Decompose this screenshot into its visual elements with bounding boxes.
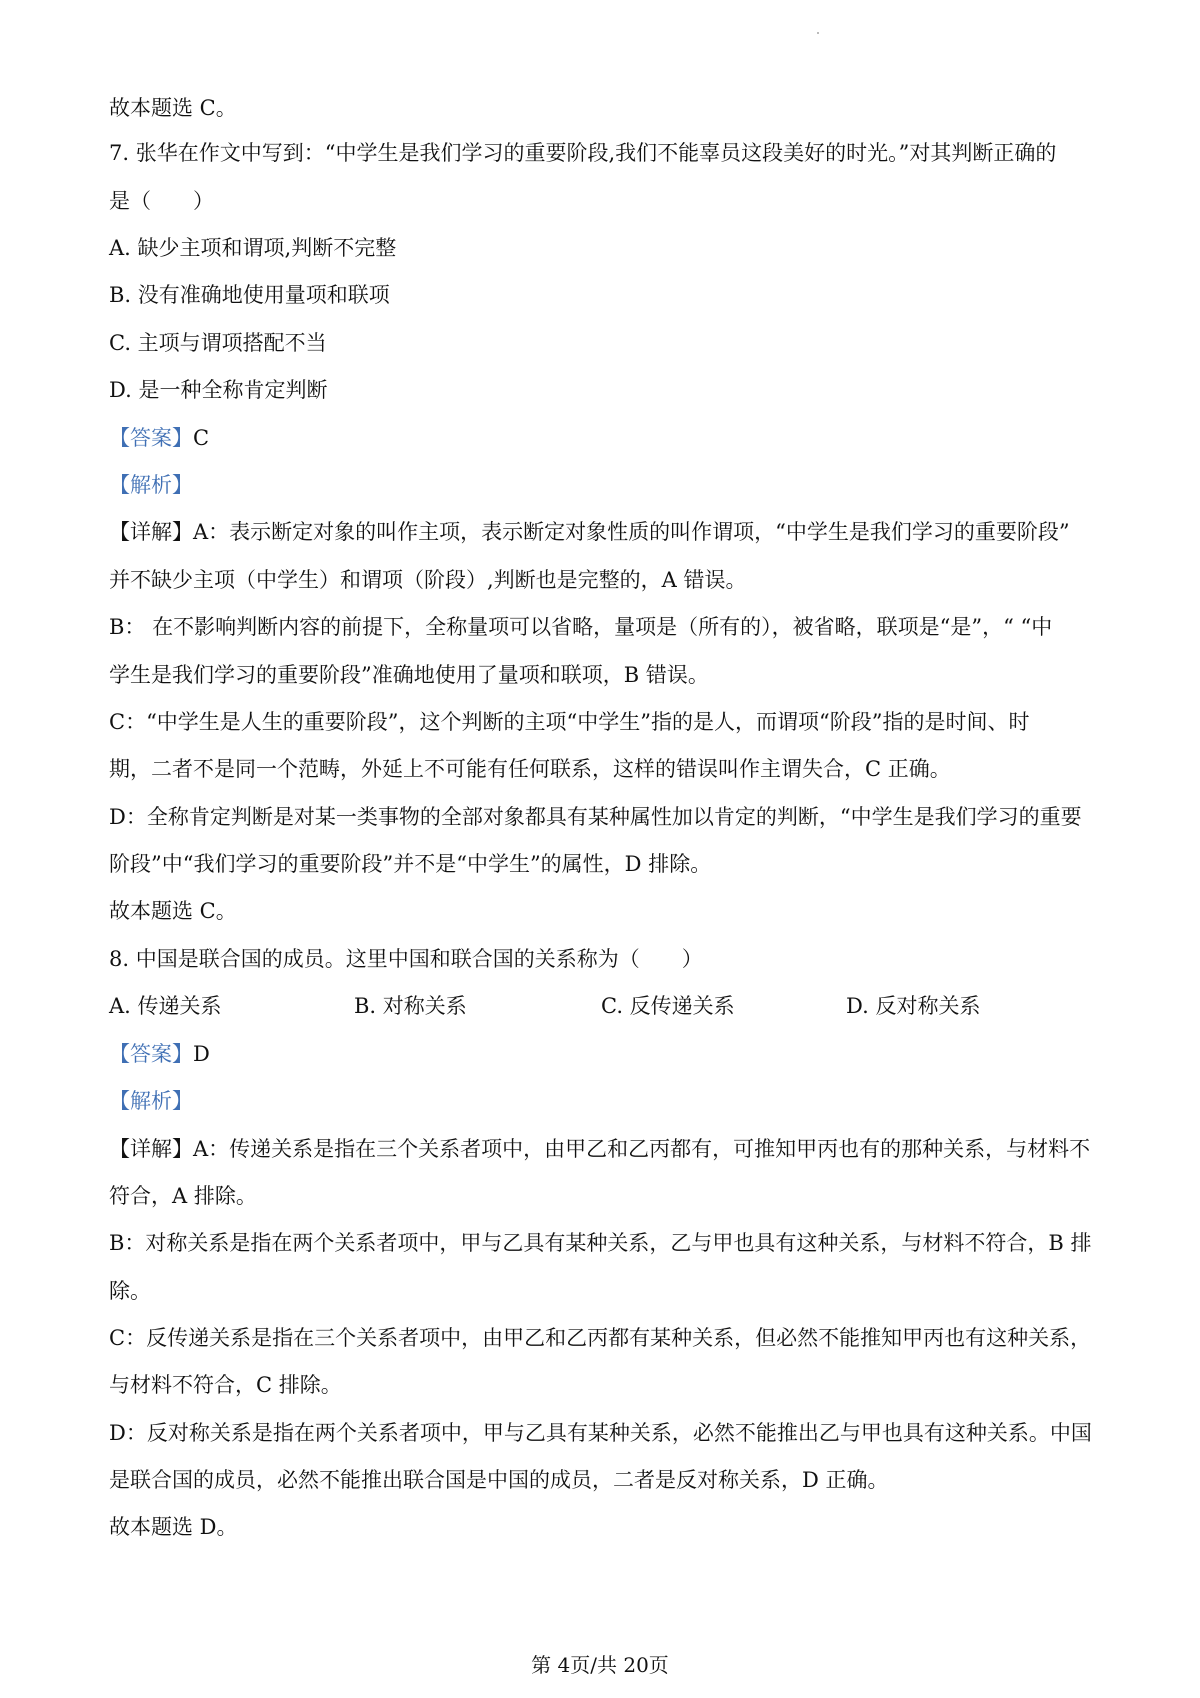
page-footer: 第 4页/共 20页: [531, 1653, 669, 1677]
q8-answer-value: D: [193, 1042, 210, 1066]
q8-option-b: B. 对称关系: [354, 994, 467, 1018]
q7-detail-line2: 并不缺少主项（中学生）和谓项（阶段）,判断也是完整的，A 错误。: [109, 568, 747, 592]
q7-detail-line8: 阶段”中“我们学习的重要阶段”并不是“中学生”的属性，D 排除。: [109, 852, 712, 876]
q7-option-d: D. 是一种全称肯定判断: [109, 378, 328, 402]
q7-title-line2: 是（ ）: [109, 189, 214, 213]
q7-answer-tag: 【答案】: [109, 426, 193, 450]
q7-detail-text1: A：表示断定对象的叫作主项，表示断定对象性质的叫作谓项，“中学生是我们学习的重要阶段”: [193, 520, 1070, 544]
q8-option-a: A. 传递关系: [109, 994, 222, 1018]
scan-speck: [817, 32, 819, 34]
q7-answer: [109, 424, 209, 452]
q8-options-row: [109, 992, 1009, 1020]
q8-option-d: D. 反对称关系: [846, 994, 981, 1018]
q7-detail-line6: 期，二者不是同一个范畴，外延上不可能有任何联系，这样的错误叫作主谓失合，C 正确。: [109, 757, 951, 781]
q8-analysis: [109, 1087, 193, 1115]
q8-detail-text1: A：传递关系是指在三个关系者项中，由甲乙和乙丙都有，可推知甲丙也有的那种关系，与材料不: [193, 1137, 1091, 1161]
q8-title: 8. 中国是联合国的成员。这里中国和联合国的关系称为（ ）: [109, 947, 703, 971]
q7-option-c: C. 主项与谓项搭配不当: [109, 331, 327, 355]
q7-option-b: B. 没有准确地使用量项和联项: [109, 283, 390, 307]
q7-option-a: A. 缺少主项和谓项,判断不完整: [109, 236, 397, 260]
q8-conclusion: 故本题选 D。: [109, 1515, 238, 1539]
q8-detail-line2: 符合，A 排除。: [109, 1184, 257, 1208]
q8-detail-tag: 【详解】: [109, 1137, 193, 1161]
q8-detail-line6: 与材料不符合，C 排除。: [109, 1373, 342, 1397]
q7-detail-tag: 【详解】: [109, 520, 193, 544]
q7-detail-line3: B： 在不影响判断内容的前提下，全称量项可以省略，量项是（所有的），被省略，联项是“是”，“ “中: [109, 615, 1053, 639]
q7-analysis-tag: 【解析】: [109, 473, 193, 497]
q7-detail-line7: D：全称肯定判断是对某一类事物的全部对象都具有某种属性加以肯定的判断，“中学生是我们学习的重要: [109, 805, 1082, 829]
q7-title-line1: 7. 张华在作文中写到：“中学生是我们学习的重要阶段,我们不能辜员这段美好的时光。”对其判断正确的: [109, 141, 1057, 165]
q8-option-c: C. 反传递关系: [601, 994, 735, 1018]
q7-conclusion: 故本题选 C。: [109, 899, 237, 923]
q8-detail-line5: C：反传递关系是指在三个关系者项中，由甲乙和乙丙都有某种关系，但必然不能推知甲丙也有这种关系，: [109, 1326, 1092, 1350]
q8-answer: [109, 1040, 210, 1068]
q8-answer-tag: 【答案】: [109, 1042, 193, 1066]
q8-analysis-tag: 【解析】: [109, 1089, 193, 1113]
q8-detail-line8: 是联合国的成员，必然不能推出联合国是中国的成员，二者是反对称关系，D 正确。: [109, 1468, 889, 1492]
q7-detail-line5: C：“中学生是人生的重要阶段”，这个判断的主项“中学生”指的是人，而谓项“阶段”指的是时间、时: [109, 710, 1030, 734]
q7-detail-line1: [109, 518, 1070, 546]
q7-analysis: [109, 471, 193, 499]
q8-detail-line3: B：对称关系是指在两个关系者项中，甲与乙具有某种关系，乙与甲也具有这种关系，与材料不符合，B 排: [109, 1231, 1092, 1255]
q8-detail-line7: D：反对称关系是指在两个关系者项中，甲与乙具有某种关系，必然不能推出乙与甲也具有这种关系。中国: [109, 1421, 1092, 1445]
q7-answer-value: C: [193, 426, 210, 450]
q7-detail-line4: 学生是我们学习的重要阶段”准确地使用了量项和联项，B 错误。: [109, 663, 709, 687]
q8-detail-line1: [109, 1135, 1090, 1163]
q8-detail-line4: 除。: [109, 1279, 151, 1303]
prev-conclusion: 故本题选 C。: [109, 96, 237, 120]
